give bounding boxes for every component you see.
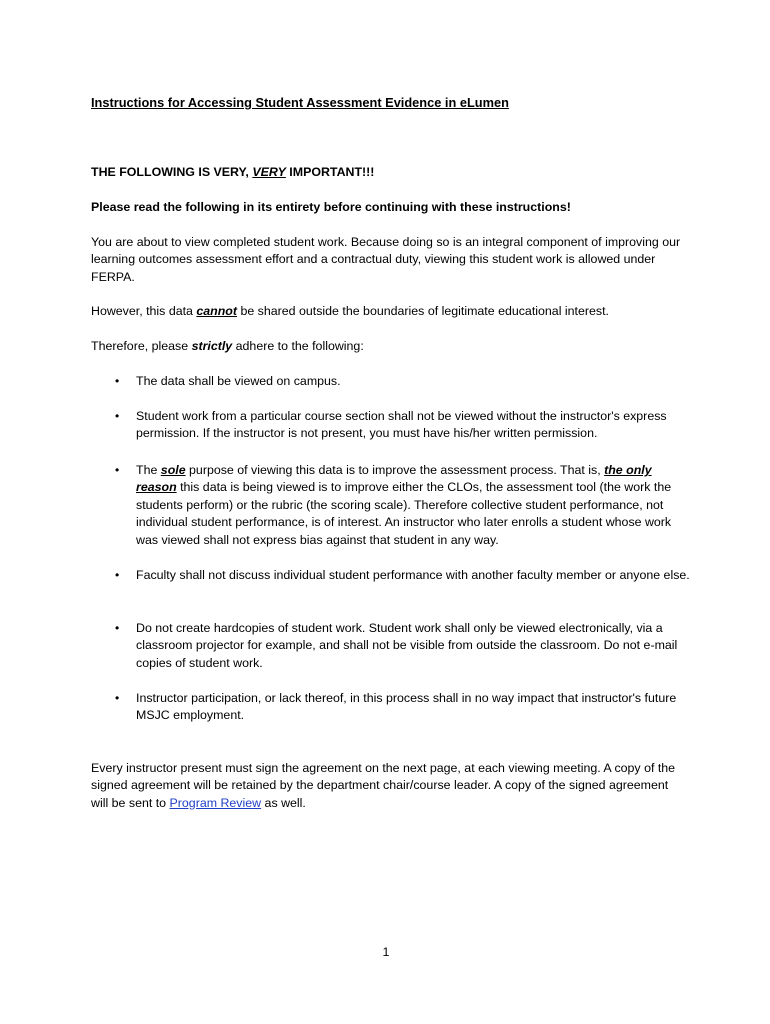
intro-paragraph: You are about to view completed student work. Because doing so is an integral component of improving our learning outcomes assessment effort and a contractual duty, viewing this student work is allowed under FERPA.: [91, 235, 681, 284]
therefore-emphasis: strictly: [191, 339, 233, 353]
however-prefix: However, this data: [91, 304, 197, 318]
document-title: Instructions for Accessing Student Assessment Evidence in eLumen: [91, 95, 509, 110]
sole-emphasis: sole: [160, 463, 186, 477]
list-item: [115, 567, 696, 584]
only-reason-emphasis: the only reason: [136, 463, 652, 495]
bullet-icon: •: [115, 621, 120, 635]
bullet-icon: •: [115, 374, 120, 388]
list-item-text: purpose of viewing this data is to improve the assessment process. That is,: [185, 463, 605, 477]
list-item-text: The data shall be viewed on campus.: [136, 374, 341, 388]
therefore-suffix: adhere to the following:: [232, 339, 364, 353]
closing-prefix: Every instructor present must sign the agreement on the next page, at each viewing meeting. A copy of the signed agreement will be retained by the department chair/course leader. A copy of the signed agreement will be sent to: [91, 761, 676, 810]
bullet-icon: •: [115, 409, 120, 423]
therefore-paragraph: [91, 338, 691, 355]
important-heading: [91, 164, 691, 181]
list-item: [115, 373, 696, 390]
list-item-text: Instructor participation, or lack thereof, in this process shall in no way impact that instructor's future MSJC employment.: [136, 691, 677, 723]
list-item: [115, 690, 681, 725]
important-emphasis: VERY: [252, 165, 286, 179]
list-item-text: Faculty shall not discuss individual student performance with another faculty member or anyone else.: [136, 568, 690, 582]
list-item: [115, 462, 676, 549]
therefore-prefix: Therefore, please: [91, 339, 192, 353]
closing-paragraph: [91, 760, 686, 812]
list-item-text: Do not create hardcopies of student work. Student work shall only be viewed electronically, via a classroom projector for example, and shall not be visible from outside the classroom. Do not e-mail copies of student work.: [136, 621, 678, 670]
however-emphasis: cannot: [196, 304, 237, 318]
list-item: [115, 620, 681, 672]
list-item: [115, 408, 681, 443]
however-paragraph: [91, 303, 691, 320]
bullet-icon: •: [115, 691, 120, 705]
closing-suffix: as well.: [261, 795, 306, 810]
however-suffix: be shared outside the boundaries of legitimate educational interest.: [237, 304, 609, 318]
page-number: 1: [382, 945, 390, 959]
bullet-icon: •: [115, 568, 120, 582]
read-notice: Please read the following in its entirety before continuing with these instructions!: [91, 200, 571, 214]
program-review-link[interactable]: Program Review: [169, 795, 262, 810]
important-suffix: IMPORTANT!!!: [285, 165, 375, 179]
list-item-text: this data is being viewed is to improve either the CLOs, the assessment tool (the work the students perform) or the rubric (the scoring scale). Therefore collective student performance, not individual student performance, is of interest. An instructor who later enrolls a student whose work was viewed shall not express bias against that student in any way.: [136, 480, 672, 547]
important-prefix: THE FOLLOWING IS VERY,: [91, 165, 253, 179]
list-item-text: The: [136, 463, 161, 477]
bullet-icon: •: [115, 463, 120, 477]
list-item-text: Student work from a particular course section shall not be viewed without the instructor's express permission. If the instructor is not present, you must have his/her written permission.: [136, 409, 667, 441]
